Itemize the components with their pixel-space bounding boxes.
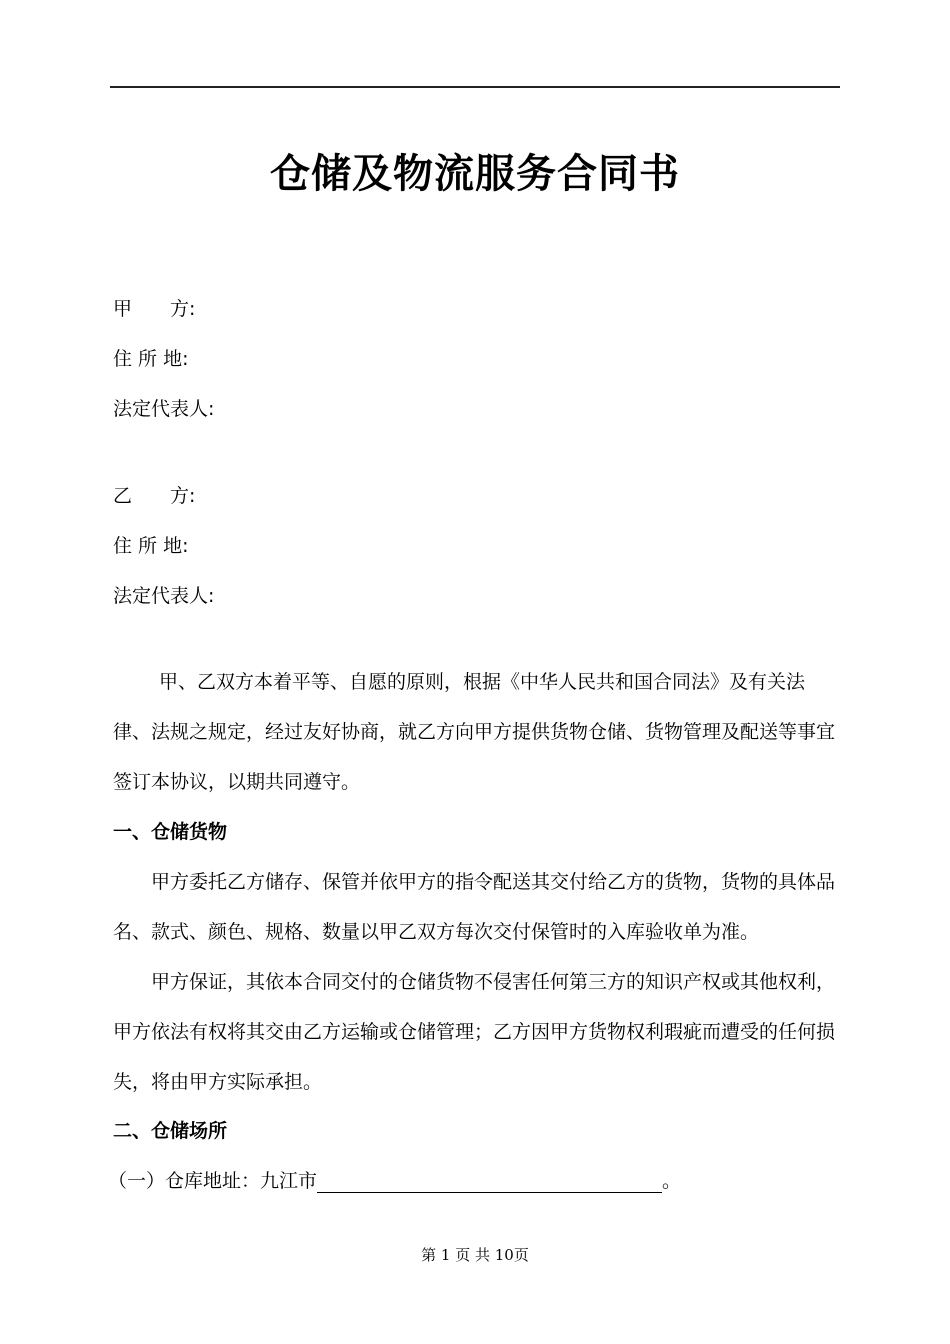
party-a-name-label: 甲 方: [113, 298, 196, 320]
party-b-name-label: 乙 方: [113, 485, 196, 507]
party-b-address-label: 住 所 地: [113, 535, 189, 557]
page-footer: 第 1 页 共 10页 [421, 1246, 529, 1264]
party-b-rep-label: 法定代表人: [113, 585, 215, 607]
warehouse-address-line [108, 1167, 681, 1195]
section-2-heading: 二、仓储场所 [113, 1120, 228, 1142]
document-title: 仓储及物流服务合同书 [270, 151, 680, 197]
party-a-rep-label: 法定代表人: [113, 398, 215, 420]
warehouse-address-blank[interactable] [317, 1170, 662, 1193]
party-a-address-label: 住 所 地: [113, 348, 189, 370]
preamble-paragraph: 甲、乙双方本着平等、自愿的原则，根据《中华人民共和国合同法》及有关法律、法规之规定，经过友好协商，就乙方向甲方提供货物仓储、货物管理及配送等事宜签订本协议，以期共同遵守。 [113, 671, 836, 793]
section-1-paragraph-1: 甲方委托乙方储存、保管并依甲方的指令配送其交付给乙方的货物，货物的具体品名、款式、颜色、规格、数量以甲乙双方每次交付保管时的入库验收单为准。 [113, 871, 836, 943]
section-1-paragraph-2: 甲方保证，其依本合同交付的仓储货物不侵害任何第三方的知识产权或其他权利，甲方依法有权将其交由乙方运输或仓储管理；乙方因甲方货物权利瑕疵而遭受的任何损失，将由甲方实际承担。 [113, 971, 836, 1093]
header-rule [110, 86, 840, 88]
warehouse-address-end: 。 [662, 1170, 682, 1192]
section-1-heading: 一、仓储货物 [113, 821, 228, 843]
warehouse-address-label: （一）仓库地址：九江市 [108, 1170, 318, 1192]
